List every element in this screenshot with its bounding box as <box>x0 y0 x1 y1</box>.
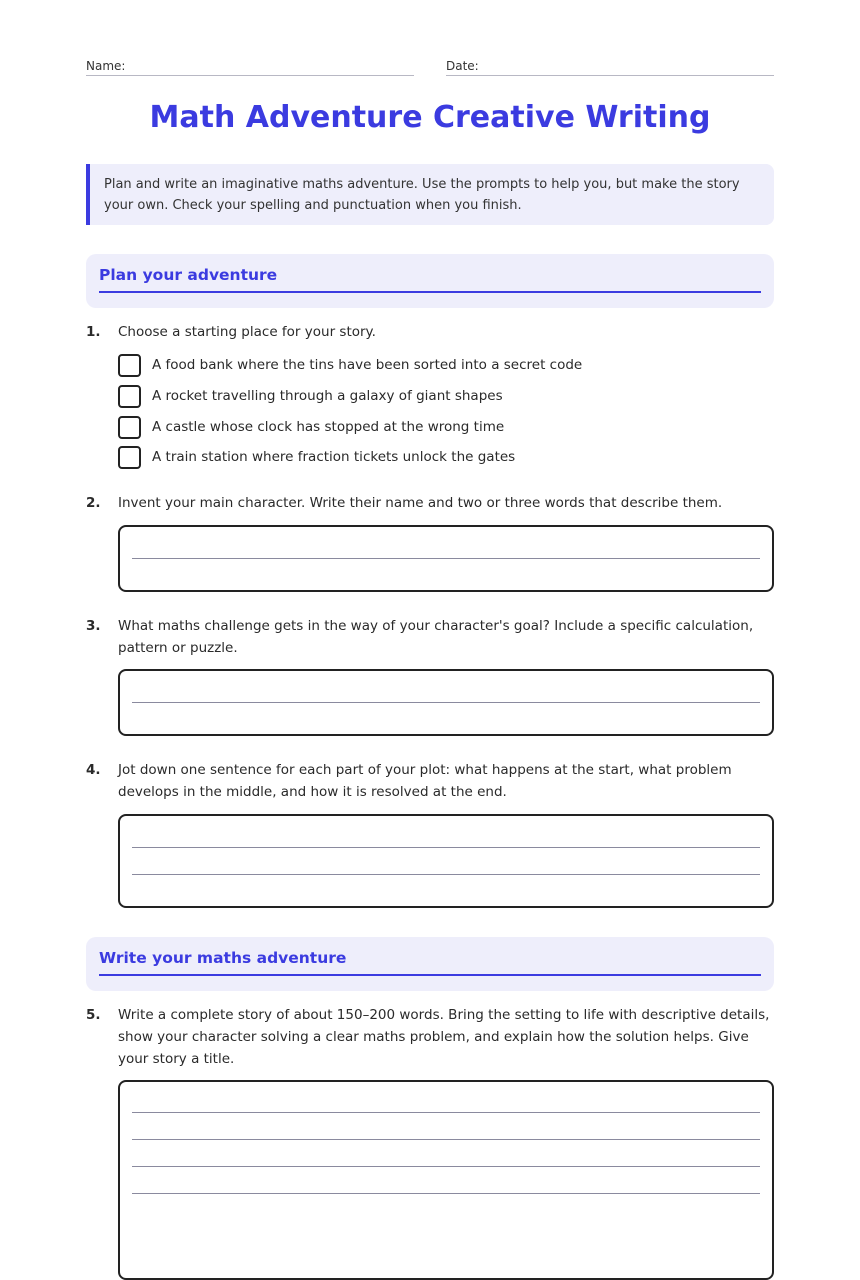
answer-line <box>132 874 760 875</box>
question-text: Jot down one sentence for each part of your plot: what happens at the start, what problem develops in the middle, and how it is resolved at the end. <box>118 762 732 800</box>
question-text: Invent your main character. Write their name and two or three words that describe them. <box>118 495 723 511</box>
answer-line <box>132 1193 760 1194</box>
question-3 <box>86 615 774 659</box>
page-title: Math Adventure Creative Writing <box>149 100 711 135</box>
question-number: 1. <box>86 324 101 340</box>
question-5 <box>86 1004 774 1070</box>
name-label: Name: <box>86 59 126 73</box>
question-text: Write a complete story of about 150–200 words. Bring the setting to life with descriptive details, show your character solving a clear maths problem, and explain how the solution helps. Give your story a title. <box>118 1007 770 1067</box>
question-text: What maths challenge gets in the way of your character's goal? Include a specific calculation, pattern or puzzle. <box>118 618 754 656</box>
question-number: 2. <box>86 495 101 511</box>
checkbox[interactable] <box>118 354 141 377</box>
checkbox[interactable] <box>118 416 141 439</box>
checkbox[interactable] <box>118 446 141 469</box>
question-4 <box>86 759 774 803</box>
option-label: A rocket travelling through a galaxy of giant shapes <box>152 388 503 404</box>
answer-line <box>132 558 760 559</box>
answer-line <box>132 702 760 703</box>
answer-box[interactable] <box>118 525 774 592</box>
question-text: Choose a starting place for your story. <box>118 324 376 340</box>
answer-box[interactable] <box>118 814 774 908</box>
instructions-box: Plan and write an imaginative maths adventure. Use the prompts to help you, but make the story your own. Check your spelling and punctuation when you finish. <box>86 164 774 225</box>
answer-line <box>132 1139 760 1140</box>
option-label: A castle whose clock has stopped at the wrong time <box>152 419 505 435</box>
section-heading: Plan your adventure <box>99 264 761 293</box>
answer-line <box>132 1166 760 1167</box>
question-2 <box>86 492 774 514</box>
answer-box[interactable] <box>118 669 774 736</box>
section-plan <box>86 254 774 308</box>
checkbox[interactable] <box>118 385 141 408</box>
option-label: A food bank where the tins have been sorted into a secret code <box>152 357 583 373</box>
date-label: Date: <box>446 59 479 73</box>
name-field[interactable] <box>86 55 414 76</box>
option-label: A train station where fraction tickets unlock the gates <box>152 449 516 465</box>
section-write <box>86 937 774 991</box>
question-number: 4. <box>86 762 101 778</box>
header-fields <box>86 55 774 77</box>
story-answer-box[interactable] <box>118 1080 774 1280</box>
section-heading: Write your maths adventure <box>99 947 761 976</box>
date-field[interactable] <box>446 55 774 76</box>
answer-line <box>132 1112 760 1113</box>
question-number: 3. <box>86 618 101 634</box>
question-1 <box>86 321 774 343</box>
question-number: 5. <box>86 1007 101 1023</box>
answer-line <box>132 847 760 848</box>
